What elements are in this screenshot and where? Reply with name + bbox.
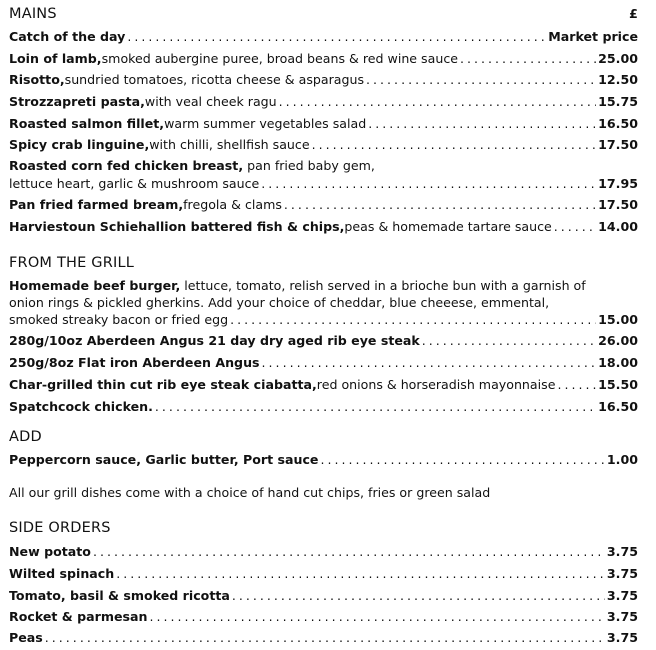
leader-dots [232, 587, 605, 605]
item-price: 17.50 [598, 197, 638, 212]
leader-dots [422, 332, 596, 350]
menu-item [9, 451, 638, 469]
item-desc: lettuce, tomato, relish served in a brioche bun with a garnish of [180, 278, 586, 293]
menu-item [9, 354, 638, 372]
item-name: Pan fried farmed bream, [9, 197, 184, 212]
item-name: New potato [9, 544, 91, 559]
item-price: 26.00 [598, 333, 638, 348]
menu-item [9, 115, 638, 133]
item-name: Homemade beef burger, [9, 278, 181, 293]
item-price: 1.00 [606, 452, 638, 467]
item-name: Strozzapreti pasta, [9, 94, 145, 109]
item-price: 16.50 [598, 399, 638, 414]
leader-dots [127, 28, 546, 46]
item-desc: with chilli, shellfish sauce [149, 137, 310, 152]
item-name: Peppercorn sauce, Garlic butter, Port sauce [9, 452, 319, 467]
item-name: Peas [9, 630, 43, 645]
item-price: 3.75 [606, 609, 638, 624]
leader-dots [460, 50, 596, 68]
grill-note: All our grill dishes come with a choice of hand cut chips, fries or green salad [9, 485, 491, 500]
leader-dots [155, 398, 596, 416]
grill-title: FROM THE GRILL [9, 255, 135, 271]
mains-title: MAINS [9, 6, 57, 22]
menu-item-first-line [9, 277, 638, 295]
leader-dots [93, 543, 605, 561]
menu-item [9, 50, 638, 68]
item-name: 280g/10oz Aberdeen Angus 21 day dry aged rib eye steak [9, 333, 420, 348]
item-name: Roasted salmon fillet, [9, 116, 165, 131]
leader-dots [45, 629, 605, 647]
item-name: 250g/8oz Flat iron Aberdeen Angus [9, 355, 260, 370]
add-header [9, 429, 638, 445]
leader-dots [312, 136, 597, 154]
menu-item [9, 543, 638, 561]
item-name: Roasted corn fed chicken breast, [9, 158, 244, 173]
item-price: 16.50 [598, 116, 638, 131]
item-desc: pan fried baby gem, [243, 158, 375, 173]
item-desc: red onions & horseradish mayonnaise [316, 377, 556, 392]
item-price: 17.50 [598, 137, 638, 152]
item-price: 25.00 [598, 51, 638, 66]
leader-dots [262, 354, 597, 372]
item-price: 3.75 [606, 566, 638, 581]
item-name: Spatchcock chicken. [9, 399, 153, 414]
menu-item [9, 175, 638, 193]
menu-item [9, 332, 638, 350]
item-price: 18.00 [598, 355, 638, 370]
menu-item [9, 398, 638, 416]
menu-item [9, 587, 638, 605]
item-price: 12.50 [598, 72, 638, 87]
item-price: 3.75 [606, 544, 638, 559]
menu-item-first-line [9, 157, 638, 175]
mains-header [9, 6, 638, 22]
menu-item [9, 629, 638, 647]
leader-dots [150, 608, 605, 626]
leader-dots [284, 196, 596, 214]
menu-item [9, 565, 638, 583]
leader-dots [554, 218, 596, 236]
menu-item [9, 376, 638, 394]
menu-item [9, 136, 638, 154]
item-price: 15.50 [598, 377, 638, 392]
leader-dots [557, 376, 596, 394]
leader-dots [230, 311, 596, 329]
item-price: 3.75 [606, 588, 638, 603]
item-desc: sundried tomatoes, ricotta cheese & asparagus [64, 72, 365, 87]
menu-item [9, 218, 638, 236]
leader-dots [261, 175, 596, 193]
item-desc: onion rings & pickled gherkins. Add your choice of cheddar, blue cheeese, emmental, [9, 295, 550, 310]
item-desc: warm summer vegetables salad [164, 116, 367, 131]
item-price: 15.75 [598, 94, 638, 109]
item-desc: with veal cheek ragu [144, 94, 277, 109]
item-desc: lettuce heart, garlic & mushroom sauce [9, 176, 260, 191]
item-name: Tomato, basil & smoked ricotta [9, 588, 230, 603]
item-name: Spicy crab linguine, [9, 137, 150, 152]
item-desc: peas & homemade tartare sauce [344, 219, 552, 234]
menu-item [9, 196, 638, 214]
item-desc: smoked aubergine puree, broad beans & red wine sauce [101, 51, 458, 66]
item-name: Catch of the day [9, 29, 126, 44]
sides-title: SIDE ORDERS [9, 520, 111, 536]
leader-dots [368, 115, 596, 133]
leader-dots [320, 451, 604, 469]
item-desc: fregola & clams [183, 197, 282, 212]
item-name: Loin of lamb, [9, 51, 102, 66]
menu-item [9, 28, 638, 46]
leader-dots [116, 565, 605, 583]
item-name: Rocket & parmesan [9, 609, 148, 624]
leader-dots [279, 93, 597, 111]
currency-label: £ [629, 6, 638, 21]
item-name: Char-grilled thin cut rib eye steak ciabatta, [9, 377, 317, 392]
menu-item [9, 71, 638, 89]
leader-dots [366, 71, 596, 89]
menu-item [9, 608, 638, 626]
item-price: 15.00 [598, 312, 638, 327]
item-price: Market price [548, 29, 638, 44]
sides-header [9, 520, 638, 536]
item-price: 14.00 [598, 219, 638, 234]
menu-item [9, 93, 638, 111]
item-name: Risotto, [9, 72, 65, 87]
menu-item [9, 311, 638, 329]
item-price: 3.75 [606, 630, 638, 645]
grill-header [9, 255, 638, 271]
item-price: 17.95 [598, 176, 638, 191]
item-desc: smoked streaky bacon or fried egg [9, 312, 229, 327]
item-name: Wilted spinach [9, 566, 115, 581]
menu-item-line [9, 294, 638, 312]
item-name: Harviestoun Schiehallion battered fish & chips, [9, 219, 345, 234]
add-title: ADD [9, 429, 42, 445]
